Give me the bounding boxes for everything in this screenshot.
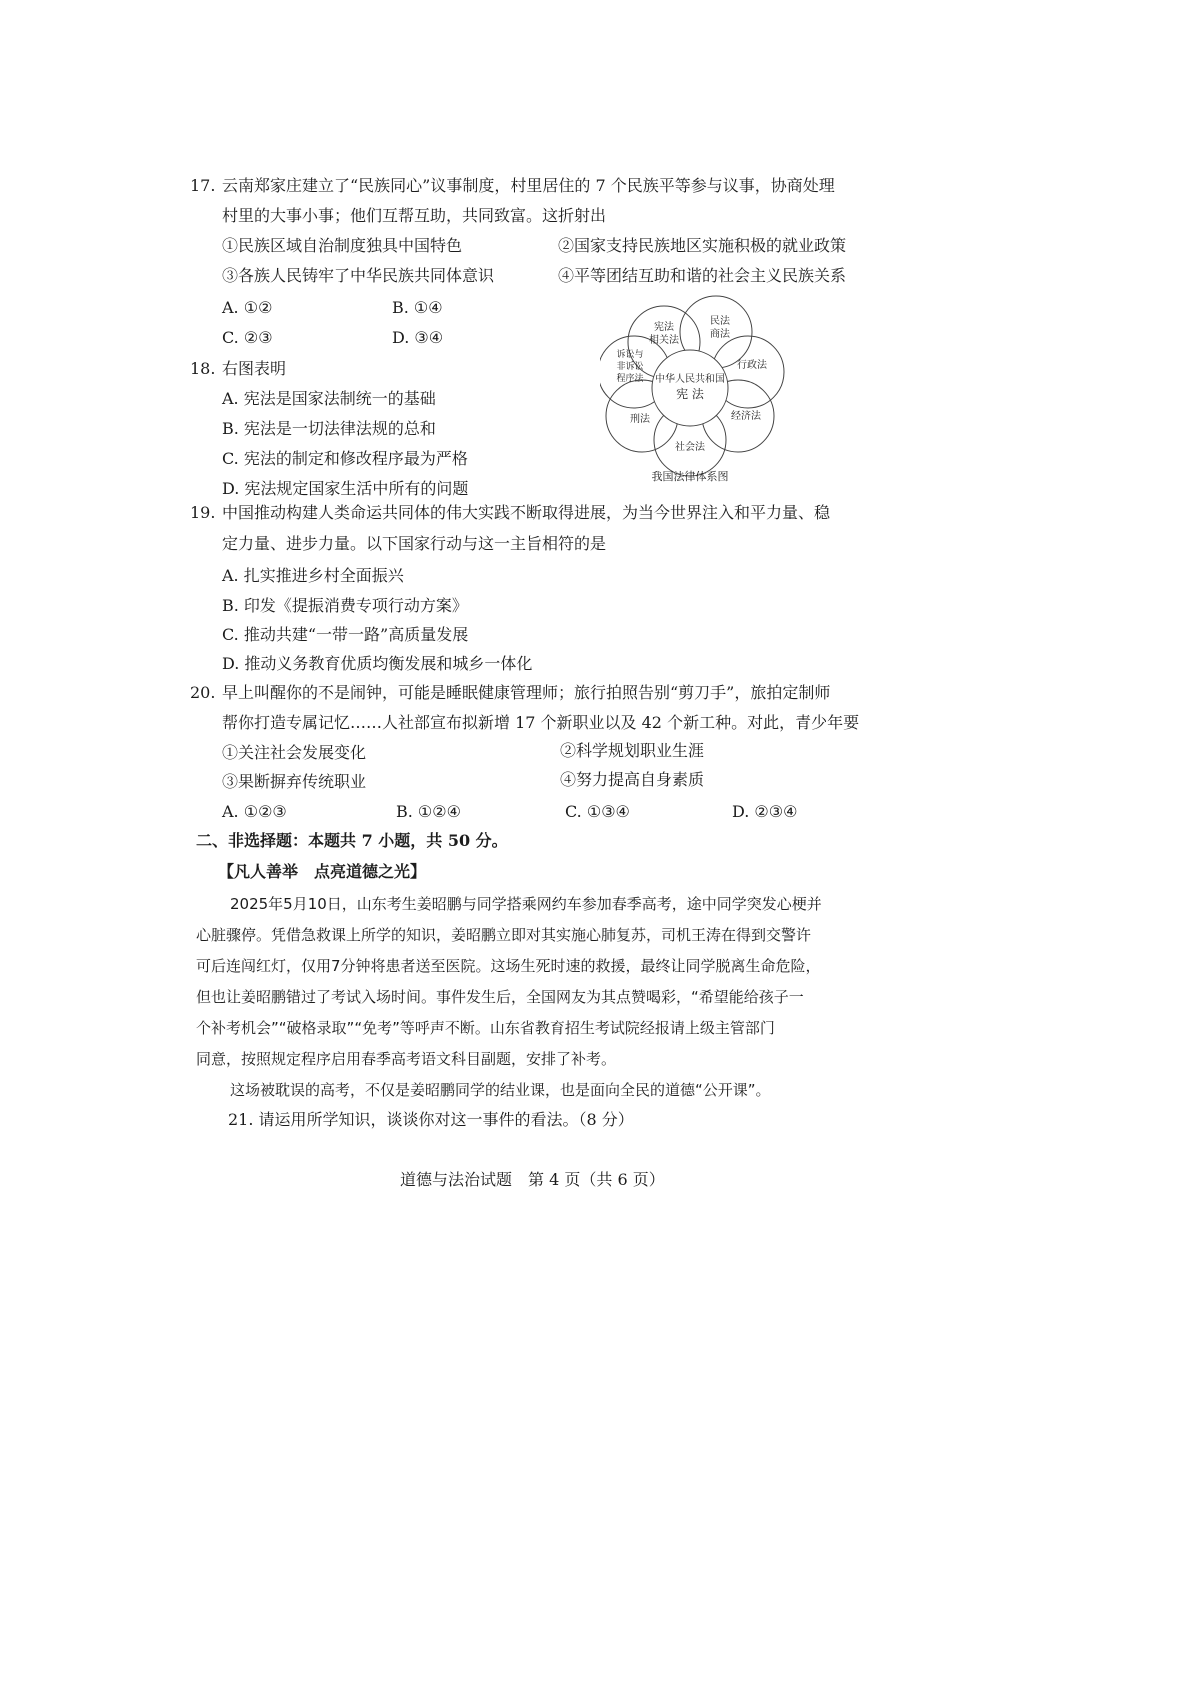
q19-stem-line1: 中国推动构建人类命运共同体的伟大实践不断取得进展，为当今世界注入和平力量、稳 [222, 503, 831, 522]
q17-option-d: D. ③④ [392, 328, 444, 347]
petal-label-7b: 非诉讼 [616, 362, 644, 372]
q19-option-b: B. 印发《提振消费专项行动方案》 [222, 596, 468, 615]
material-paragraph-line5: 个补考机会”“破格录取”“免考”等呼声不断。山东省教育招生考试院经报请上级主管部门 [196, 1019, 775, 1037]
q19-number: 19. [190, 503, 216, 522]
q20-option-b: B. ①②④ [396, 802, 461, 821]
material-title: 【凡人善举 点亮道德之光】 [218, 862, 427, 881]
material-paragraph-2: 这场被耽误的高考，不仅是姜昭鹏同学的结业课，也是面向全民的道德“公开课”。 [230, 1081, 771, 1099]
q17-option-a: A. ①② [222, 298, 273, 317]
legal-system-diagram [600, 292, 850, 530]
q19-option-d: D. 推动义务教育优质均衡发展和城乡一体化 [222, 654, 533, 673]
q20-statement-4: ④努力提高自身素质 [560, 770, 705, 789]
q18-option-d: D. 宪法规定国家生活中所有的问题 [222, 479, 469, 498]
q17-statement-1: ①民族区域自治制度独具中国特色 [222, 236, 463, 255]
material-paragraph-line3: 可后连闯红灯，仅用7分钟将患者送至医院。这场生死时速的救援，最终让同学脱离生命危险， [196, 957, 821, 975]
q20-option-a: A. ①②③ [222, 802, 287, 821]
q18-option-a: A. 宪法是国家法制统一的基础 [222, 389, 436, 408]
q20-stem-line2: 帮你打造专属记忆……人社部宣布拟新增 17 个新职业以及 42 个新工种。对此，青少年要 [222, 713, 860, 732]
q19-option-a: A. 扎实推进乡村全面振兴 [222, 566, 404, 585]
petal-label-2b: 商法 [710, 329, 730, 340]
q19-option-c: C. 推动共建“一带一路”高质量发展 [222, 625, 469, 644]
q18-stem: 右图表明 [222, 359, 287, 378]
q18-option-c: C. 宪法的制定和修改程序最为严格 [222, 449, 468, 468]
q17-statement-4: ④平等团结互助和谐的社会主义民族关系 [558, 266, 847, 285]
material-paragraph-line6: 同意，按照规定程序启用春季高考语文科目副题，安排了补考。 [196, 1050, 617, 1068]
page-footer: 道德与法治试题 第 4 页（共 6 页） [400, 1170, 665, 1189]
q17-statement-2: ②国家支持民族地区实施积极的就业政策 [558, 236, 847, 255]
petal-label-4: 经济法 [731, 411, 761, 422]
material-paragraph-line4: 但也让姜昭鹏错过了考试入场时间。事件发生后，全国网友为其点赞喝彩，“希望能给孩子一 [196, 988, 804, 1006]
petal-label-1b: 相关法 [649, 335, 679, 346]
q20-number: 20. [190, 683, 216, 702]
q20-option-c: C. ①③④ [565, 802, 630, 821]
petal-label-6: 刑法 [630, 414, 650, 425]
q20-statement-1: ①关注社会发展变化 [222, 743, 367, 762]
q17-option-c: C. ②③ [222, 328, 273, 347]
petal-label-7c: 程序法 [616, 374, 644, 384]
petal-label-1a: 宪法 [654, 322, 674, 333]
diagram-caption: 我国法律体系图 [651, 470, 729, 483]
petal-label-2a: 民法 [710, 316, 730, 327]
petal-label-3: 行政法 [737, 360, 767, 371]
q20-statement-2: ②科学规划职业生涯 [560, 741, 705, 760]
q19-stem-line2: 定力量、进步力量。以下国家行动与这一主旨相符的是 [222, 534, 607, 553]
q17-stem-line1: 云南郑家庄建立了“民族同心”议事制度，村里居住的 7 个民族平等参与议事，协商处理 [222, 176, 835, 195]
q20-option-d: D. ②③④ [732, 802, 798, 821]
q18-number: 18. [190, 359, 216, 378]
q17-number: 17. [190, 176, 216, 195]
petal-label-7a: 诉讼与 [616, 350, 644, 360]
material-paragraph-line2: 心脏骤停。凭借急救课上所学的知识，姜昭鹏立即对其实施心肺复苏，司机王涛在得到交警许 [196, 926, 812, 944]
q17-stem-line2: 村里的大事小事；他们互帮互助，共同致富。这折射出 [222, 206, 607, 225]
petal-label-5: 社会法 [675, 442, 705, 453]
q21: 21. 请运用所学知识，谈谈你对这一事件的看法。（8 分） [228, 1110, 634, 1129]
section-2-heading: 二、非选择题：本题共 7 小题，共 50 分。 [196, 831, 508, 850]
q20-statement-3: ③果断摒弃传统职业 [222, 772, 367, 791]
q20-stem-line1: 早上叫醒你的不是闹钟，可能是睡眠健康管理师；旅行拍照告别“剪刀手”，旅拍定制师 [222, 683, 831, 702]
q17-statement-3: ③各族人民铸牢了中华民族共同体意识 [222, 266, 495, 285]
q17-option-b: B. ①④ [392, 298, 443, 317]
q18-option-b: B. 宪法是一切法律法规的总和 [222, 419, 436, 438]
center-label-2: 宪 法 [676, 387, 704, 401]
center-label-1: 中华人民共和国 [655, 374, 725, 385]
material-paragraph-line1: 2025年5月10日，山东考生姜昭鹏与同学搭乘网约车参加春季高考，途中同学突发心梗并 [230, 895, 822, 913]
